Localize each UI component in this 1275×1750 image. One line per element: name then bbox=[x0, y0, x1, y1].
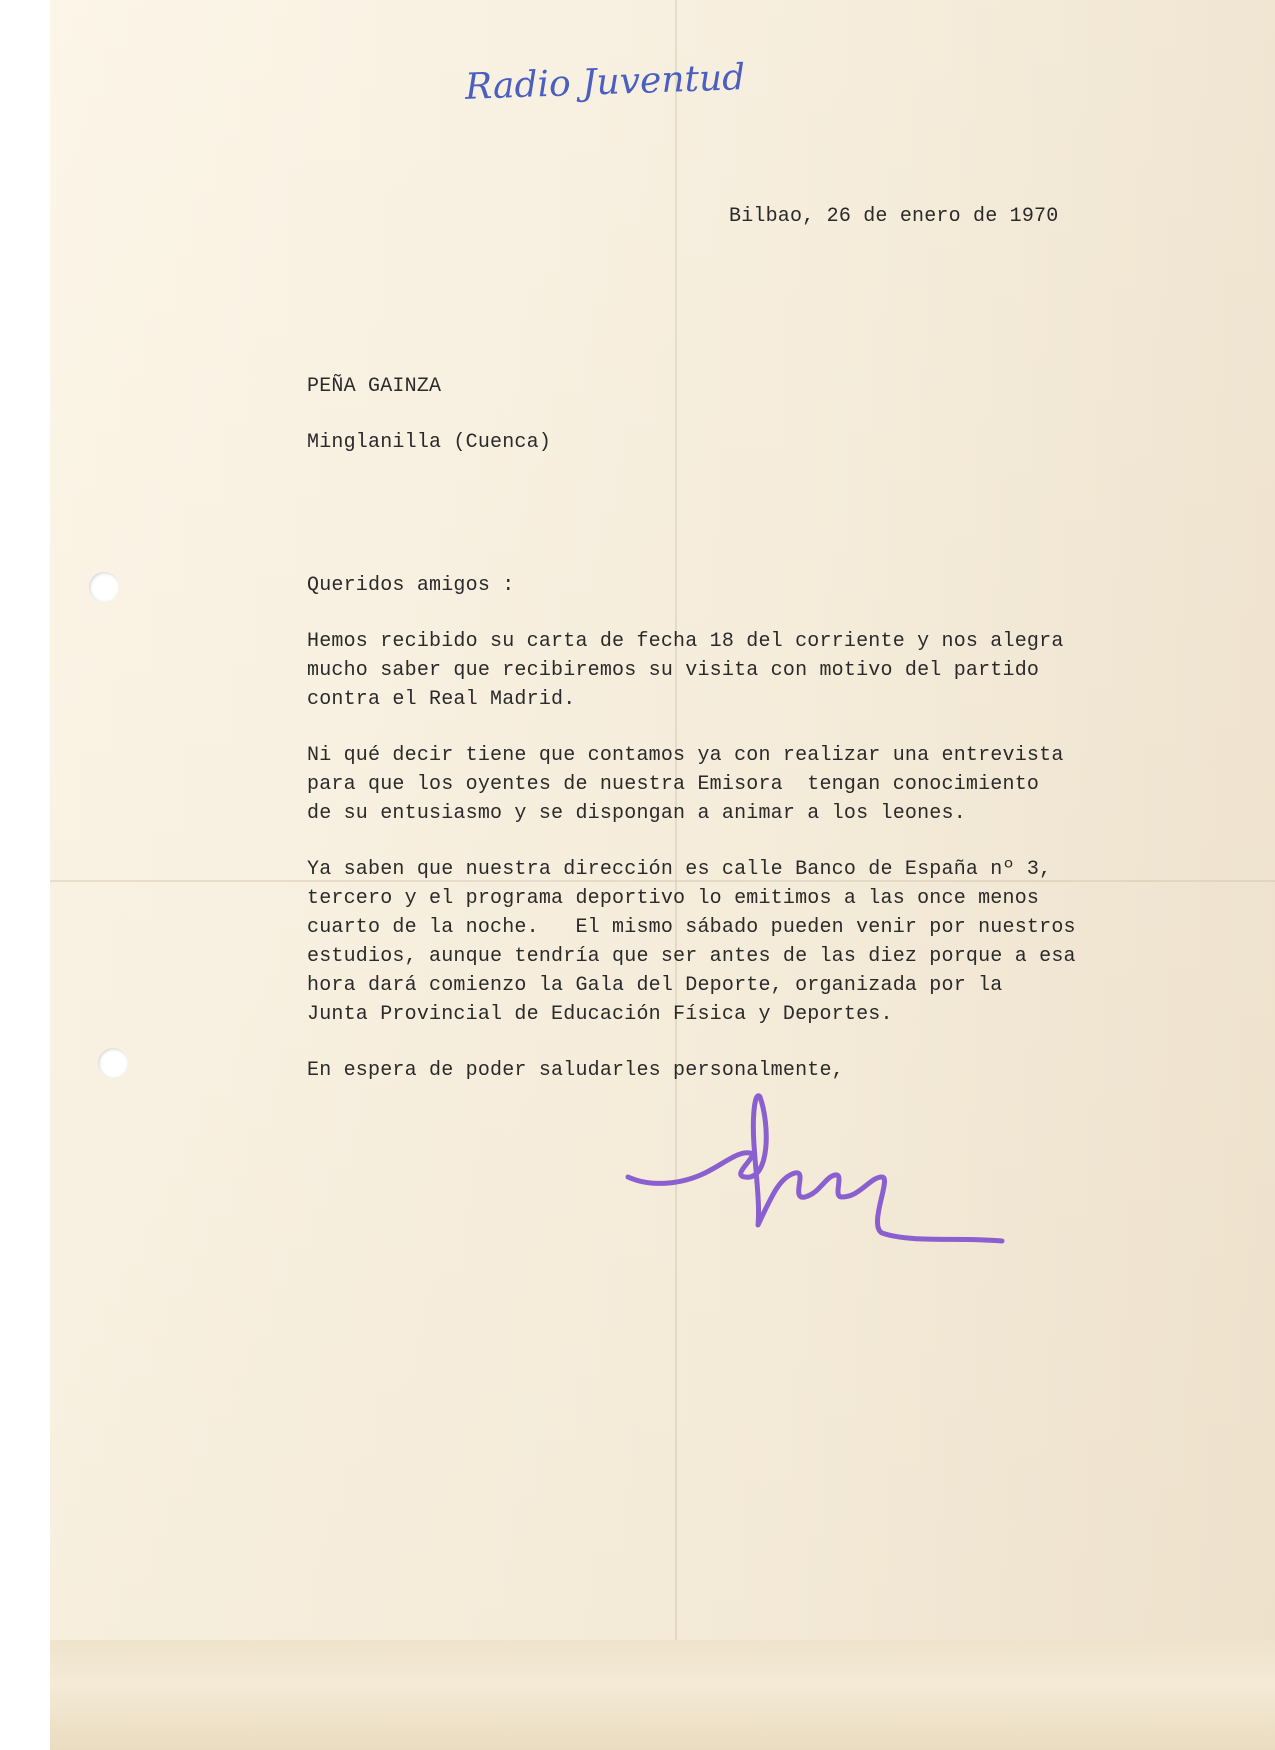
paragraph-line: tercero y el programa deportivo lo emitimos a las once menos bbox=[307, 887, 1040, 910]
paragraph-line: estudios, aunque tendría que ser antes de las diez porque a esa bbox=[307, 945, 1076, 968]
signature-icon bbox=[620, 1085, 1010, 1245]
salutation: Queridos amigos : bbox=[307, 574, 515, 597]
recipient-location: Minglanilla (Cuenca) bbox=[307, 431, 552, 454]
folded-bottom-edge bbox=[50, 1640, 1275, 1750]
paragraph-line: contra el Real Madrid. bbox=[307, 688, 576, 711]
handwritten-note: Radio Juventud bbox=[464, 57, 746, 108]
date-line: Bilbao, 26 de enero de 1970 bbox=[729, 205, 1059, 228]
paragraph-line: Ni qué decir tiene que contamos ya con realizar una entrevista bbox=[307, 744, 1064, 767]
paragraph-line: de su entusiasmo y se dispongan a animar a los leones. bbox=[307, 802, 966, 825]
paragraph-line: cuarto de la noche. El mismo sábado pueden venir por nuestros bbox=[307, 916, 1076, 939]
recipient-name: PEÑA GAINZA bbox=[307, 375, 442, 398]
paragraph-line: Ya saben que nuestra dirección es calle Banco de España nº 3, bbox=[307, 858, 1052, 881]
closing-line: En espera de poder saludarles personalmente, bbox=[307, 1059, 844, 1082]
punch-hole-icon bbox=[98, 1048, 128, 1078]
paragraph-line: mucho saber que recibiremos su visita con motivo del partido bbox=[307, 659, 1040, 682]
paragraph-line: Junta Provincial de Educación Física y Deportes. bbox=[307, 1003, 893, 1026]
paragraph-line: para que los oyentes de nuestra Emisora tengan conocimiento bbox=[307, 773, 1040, 796]
punch-hole-icon bbox=[89, 572, 119, 602]
paragraph-line: Hemos recibido su carta de fecha 18 del corriente y nos alegra bbox=[307, 630, 1064, 653]
paragraph-line: hora dará comienzo la Gala del Deporte, organizada por la bbox=[307, 974, 1003, 997]
